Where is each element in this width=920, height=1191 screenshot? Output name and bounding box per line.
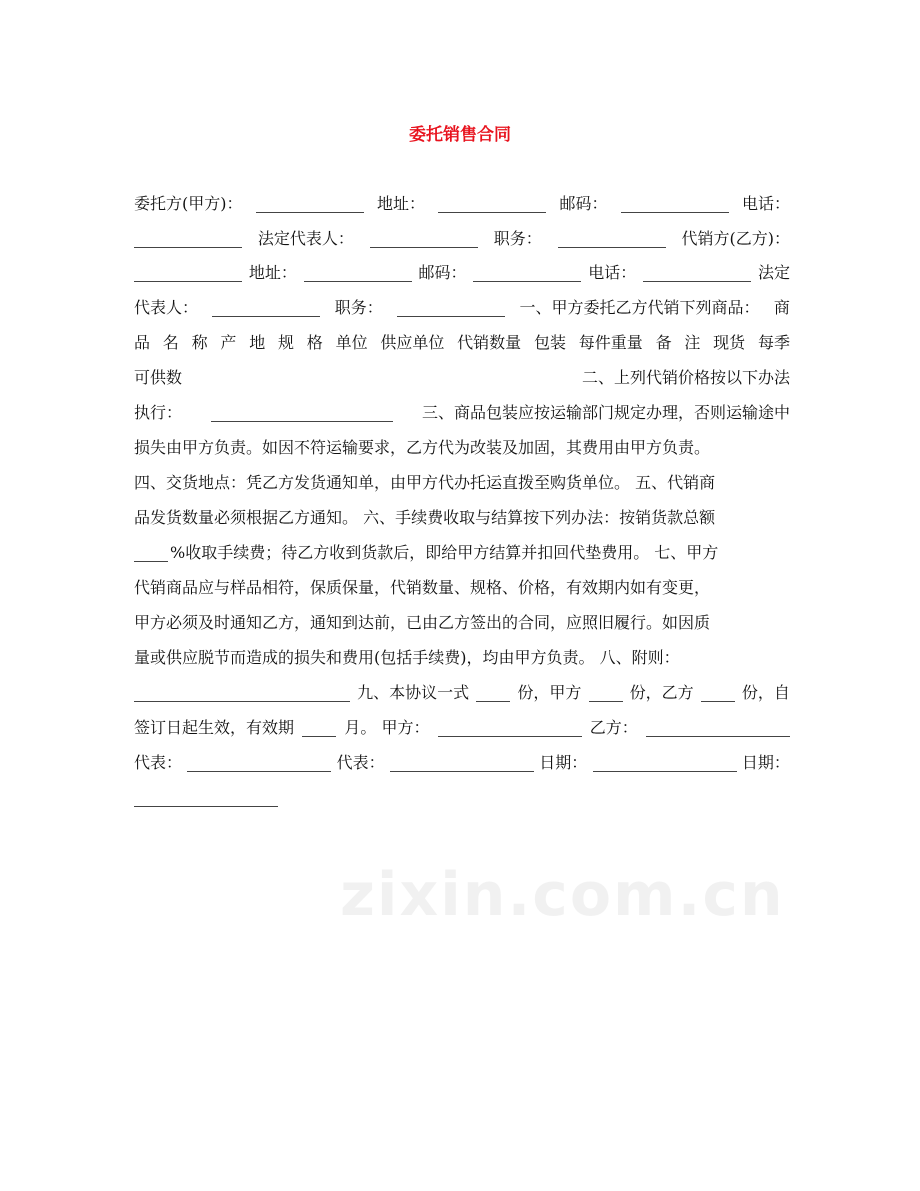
contract-line-16 (134, 710, 790, 746)
blank-field[interactable] (134, 265, 242, 282)
header-word: 注 (684, 333, 701, 352)
blank-field[interactable] (187, 755, 331, 772)
blank-field[interactable] (643, 265, 751, 282)
header-word: 供应单位 (380, 333, 445, 352)
header-word: 规 (277, 333, 294, 352)
blank-field[interactable] (304, 265, 412, 282)
blank-field[interactable] (438, 196, 546, 213)
blank-field[interactable] (621, 196, 729, 213)
paragraph-text: 甲方必须及时通知乙方，通知到达前，已由乙方签出的合同，应照旧履行。如因质 (134, 613, 711, 632)
label-date-a: 日期： (539, 753, 588, 772)
contract-line-17 (134, 745, 790, 781)
header-word: 格 (306, 333, 323, 352)
blank-field[interactable] (589, 685, 623, 702)
blank-field[interactable] (397, 300, 505, 317)
clause-3: 三、商品包装应按运输部门规定办理，否则运输途中 (421, 403, 790, 422)
label-position: 职务： (334, 298, 383, 317)
label-rep-a: 代表： (134, 753, 183, 772)
label-legal-fragment: 法定 (757, 263, 790, 282)
label-representative: 代表人： (134, 298, 199, 317)
blank-field[interactable] (473, 265, 581, 282)
contract-line-2 (134, 221, 790, 257)
contract-line-14 (134, 640, 790, 676)
label-agent: 代销方(乙方)： (681, 229, 790, 248)
paragraph-text: 损失由甲方负责。如因不符运输要求，乙方代为改装及加固，其费用由甲方负责。 (134, 438, 711, 457)
label-address: 地址： (248, 263, 297, 282)
header-word: 品 (134, 333, 151, 352)
text-fragment: 商 (773, 298, 790, 317)
header-word: 每件重量 (578, 333, 643, 352)
blank-field[interactable] (302, 720, 336, 737)
header-word: 单位 (335, 333, 368, 352)
label-rep-b: 代表： (336, 753, 385, 772)
contract-line-4 (134, 290, 790, 326)
blank-field[interactable] (370, 231, 478, 248)
blank-field[interactable] (438, 720, 582, 737)
header-word: 代销数量 (457, 333, 522, 352)
header-word: 产 (220, 333, 237, 352)
label-legal-rep: 法定代表人： (257, 229, 354, 248)
contract-line-13 (134, 605, 790, 641)
contract-line-9 (134, 465, 790, 501)
contract-line-12 (134, 570, 790, 606)
blank-field[interactable] (134, 685, 350, 702)
paragraph-text: 四、交货地点：凭乙方发货通知单，由甲方代办托运直拨至购货单位。 五、代销商 (134, 473, 716, 492)
paragraph-text: 品发货数量必须根据乙方通知。 六、手续费收取与结算按下列办法：按销货款总额 (134, 508, 716, 527)
copies-party-b: 份，乙方 (629, 683, 694, 702)
contract-line-15 (134, 675, 790, 711)
label-principal: 委托方(甲方)： (134, 194, 243, 213)
header-word: 包装 (533, 333, 566, 352)
header-word: 现货 (713, 333, 746, 352)
contract-line-3 (134, 255, 790, 291)
contract-line-8 (134, 430, 790, 466)
blank-field[interactable] (134, 790, 278, 807)
header-word: 每季 (757, 333, 790, 352)
contract-line-6 (134, 360, 790, 396)
copies-party-a: 份，甲方 (517, 683, 582, 702)
header-word: 地 (249, 333, 266, 352)
label-phone: 电话： (588, 263, 637, 282)
paragraph-text: 代销商品应与样品相符，保质保量，代销数量、规格、价格，有效期内如有变更， (134, 578, 711, 597)
blank-field[interactable] (593, 755, 737, 772)
signature-party-b: 乙方： (589, 718, 638, 737)
label-postcode: 邮码： (559, 194, 608, 213)
paragraph-text: 量或供应脱节而造成的损失和费用(包括手续费)，均由甲方负责。 八、附则： (134, 648, 680, 667)
blank-field[interactable] (211, 405, 393, 422)
contract-line-18 (134, 780, 790, 816)
label-execute: 执行： (134, 403, 183, 422)
paragraph-text: %收取手续费；待乙方收到货款后，即给甲方结算并扣回代垫费用。 七、甲方 (170, 543, 719, 562)
label-address: 地址： (376, 194, 425, 213)
blank-field[interactable] (646, 720, 790, 737)
page-title: 委托销售合同 (409, 125, 511, 145)
effective-text: 签订日起生效，有效期 (134, 718, 295, 737)
label-postcode: 邮码： (418, 263, 467, 282)
label-date-b: 日期： (741, 753, 790, 772)
watermark: zixin.com.cn (340, 860, 785, 930)
clause-2: 二、上列代销价格按以下办法 (581, 368, 790, 387)
header-word: 可供数 (134, 368, 183, 387)
blank-field[interactable] (701, 685, 735, 702)
contract-line-10 (134, 500, 790, 536)
label-phone: 电话： (741, 194, 790, 213)
header-word: 备 (655, 333, 672, 352)
copies-end: 份，自 (741, 683, 790, 702)
blank-field[interactable] (256, 196, 364, 213)
contract-line-5 (134, 325, 790, 361)
blank-field[interactable] (134, 545, 168, 562)
blank-field[interactable] (558, 231, 666, 248)
signature-party-a: 月。 甲方： (344, 718, 430, 737)
header-word: 名 (162, 333, 179, 352)
blank-field[interactable] (476, 685, 510, 702)
blank-field[interactable] (134, 231, 242, 248)
contract-line-1 (134, 186, 790, 222)
contract-line-7 (134, 395, 790, 431)
label-position: 职务： (493, 229, 542, 248)
clause-9: 九、本协议一式 (357, 683, 470, 702)
blank-field[interactable] (390, 755, 534, 772)
contract-line-11 (134, 535, 790, 571)
header-word: 称 (191, 333, 208, 352)
clause-1: 一、甲方委托乙方代销下列商品： (519, 298, 760, 317)
blank-field[interactable] (212, 300, 320, 317)
